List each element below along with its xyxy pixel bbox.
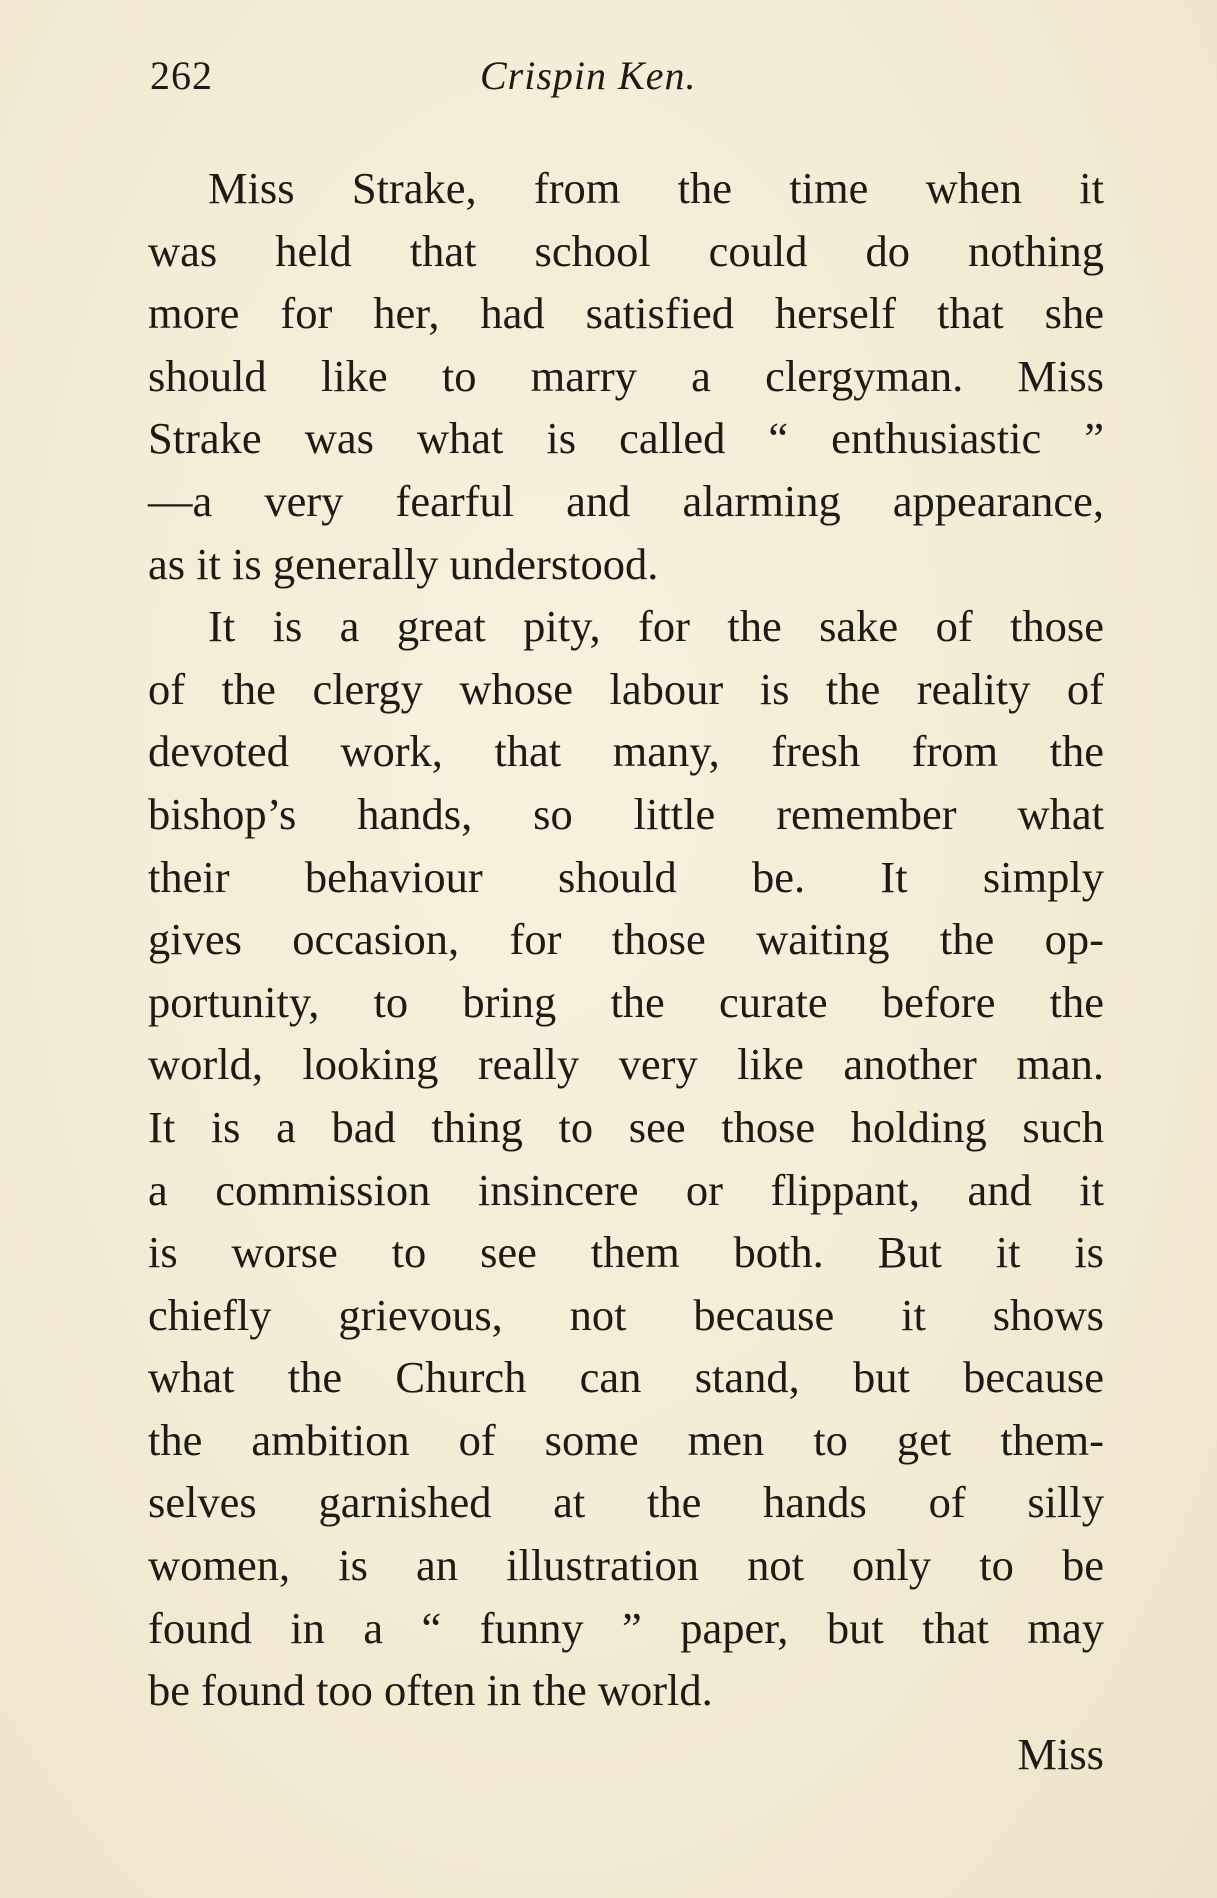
text-line: It is a bad thing to see those holding such <box>148 1101 1104 1152</box>
text-line: —a very fearful and alarming appearance, <box>148 475 1104 526</box>
text-line: selves garnished at the hands of silly <box>148 1477 1104 1528</box>
text-line: Miss Strake, from the time when it <box>208 163 1104 213</box>
text-line: is worse to see them both. But it is <box>148 1227 1104 1278</box>
text-line: be found too often in the world. <box>148 1665 713 1716</box>
body-text <box>148 157 1104 1722</box>
text-line: more for her, had satisfied herself that she <box>148 288 1104 339</box>
text-line: should like to marry a clergyman. Miss <box>148 350 1104 401</box>
catchword: Miss <box>1017 1729 1104 1779</box>
text-line: was held that school could do nothing <box>148 225 1104 276</box>
text-line: devoted work, that many, fresh from the <box>148 726 1104 777</box>
text-line: of the clergy whose labour is the reality of <box>148 663 1104 714</box>
text-line: portunity, to bring the curate before the <box>148 976 1104 1027</box>
text-line: found in a “ funny ” paper, but that may <box>148 1602 1104 1653</box>
text-line: the ambition of some men to get them- <box>148 1414 1104 1465</box>
text-line: a commission insincere or flippant, and it <box>148 1164 1104 1215</box>
text-line: gives occasion, for those waiting the op- <box>148 914 1104 965</box>
text-line: Strake was what is called “ enthusiastic ” <box>148 413 1104 464</box>
text-line: what the Church can stand, but because <box>148 1352 1104 1403</box>
page-number: 262 <box>150 53 213 98</box>
text-line: as it is generally understood. <box>148 538 659 589</box>
text-line: their behaviour should be. It simply <box>148 851 1104 902</box>
text-line: chiefly grievous, not because it shows <box>148 1289 1104 1340</box>
text-line: women, is an illustration not only to be <box>148 1540 1104 1591</box>
page-header <box>150 46 1104 106</box>
text-line: world, looking really very like another man. <box>148 1039 1104 1090</box>
text-line: bishop’s hands, so little remember what <box>148 788 1104 839</box>
text-line: It is a great pity, for the sake of those <box>208 601 1104 652</box>
running-title: Crispin Ken. <box>480 53 697 98</box>
